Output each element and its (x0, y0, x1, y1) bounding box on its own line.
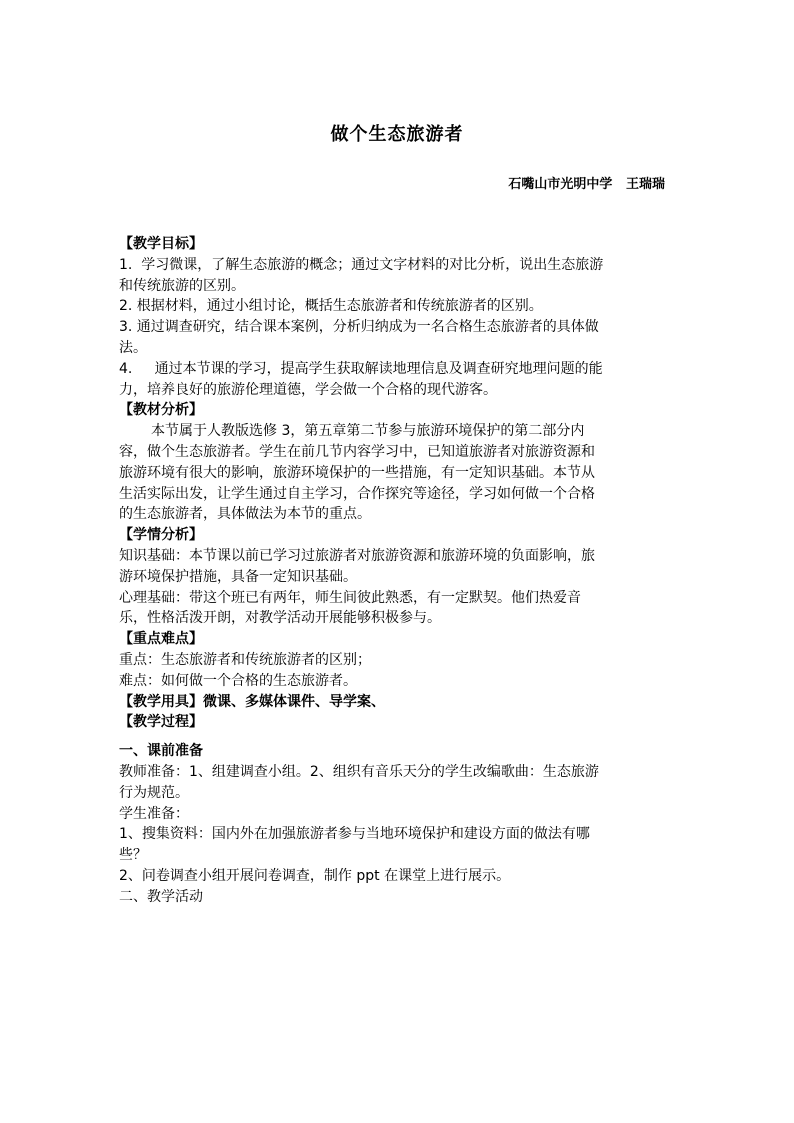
text-line: 学生准备： (119, 805, 189, 822)
section-heading: 【教学过程】 (119, 714, 203, 731)
text-line: 的生态旅游者，具体做法为本节的重点。 (119, 506, 371, 523)
text-line: 教师准备：1、组建调查小组。2、组织有音乐天分的学生改编歌曲：生态旅游 (119, 763, 599, 780)
text-line: 心理基础：带这个班已有两年，师生间彼此熟悉，有一定默契。他们热爱音 (119, 589, 581, 606)
text-line: 1. 学习微课，了解生态旅游的概念；通过文字材料的对比分析，说出生态旅游 (119, 256, 604, 273)
text-line: 4. 通过本节课的学习，提高学生获取解读地理信息及调查研究地理问题的能 (119, 360, 603, 377)
text-line: 游环境保护措施，具备一定知识基础。 (119, 568, 357, 585)
text-line: 难点：如何做一个合格的生态旅游者。 (119, 672, 357, 689)
text-line: 3. 通过调查研究，结合课本案例，分析归纳成为一名合格生态旅游者的具体做 (119, 319, 599, 336)
section-heading: 【教材分析】 (119, 402, 203, 419)
section-heading: 【教学目标】 (119, 236, 203, 252)
text-line: 本节属于人教版选修 3，第五章第二节参与旅游环境保护的第二部分内 (151, 423, 585, 440)
text-line: 生活实际出发，让学生通过自主学习，合作探究等途径，学习如何做一个合格 (119, 485, 595, 502)
text-line: 力，培养良好的旅游伦理道德，学会做一个合格的现代游客。 (119, 381, 497, 398)
document-body (119, 234, 677, 908)
text-line: 2、问卷调查小组开展问卷调查，制作 ppt 在课堂上进行展示。 (119, 867, 511, 884)
text-line: 1、搜集资料：国内外在加强旅游者参与当地环境保护和建设方面的做法有哪 (119, 826, 590, 843)
text-line: 知识基础：本节课以前已学习过旅游者对旅游资源和旅游环境的负面影响，旅 (119, 547, 595, 564)
text-line: 二、教学活动 (119, 888, 203, 905)
text-line: 行为规范。 (119, 784, 189, 801)
text-line: 旅游环境有很大的影响，旅游环境保护的一些措施，有一定知识基础。本节从 (119, 464, 595, 481)
text-line: 乐，性格活泼开朗，对教学活动开展能够积极参与。 (119, 610, 441, 627)
text-line: 些？ (119, 847, 147, 864)
section-heading: 【教学用具】微课、多媒体课件、导学案、 (119, 693, 385, 710)
document-title: 做个生态旅游者 (330, 124, 464, 145)
text-line: 容，做个生态旅游者。学生在前几节内容学习中，已知道旅游者对旅游资源和 (119, 443, 595, 460)
text-line: 2. 根据材料，通过小组讨论，概括生态旅游者和传统旅游者的区别。 (119, 298, 543, 315)
text-line: 和传统旅游的区别。 (119, 277, 245, 294)
section-heading: 【学情分析】 (119, 527, 203, 544)
text-line: 重点：生态旅游者和传统旅游者的区别； (119, 651, 371, 668)
section-heading: 【重点难点】 (119, 631, 203, 648)
author-line: 石嘴山市光明中学 王瑞瑞 (508, 177, 665, 192)
text-line: 法。 (119, 339, 147, 356)
section-heading: 一、课前准备 (119, 743, 203, 760)
